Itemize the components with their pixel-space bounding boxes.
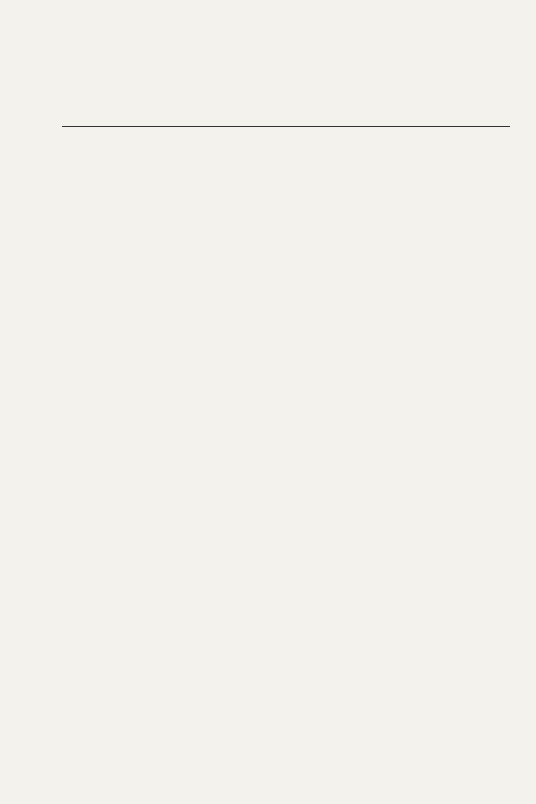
header-rule xyxy=(62,126,510,127)
